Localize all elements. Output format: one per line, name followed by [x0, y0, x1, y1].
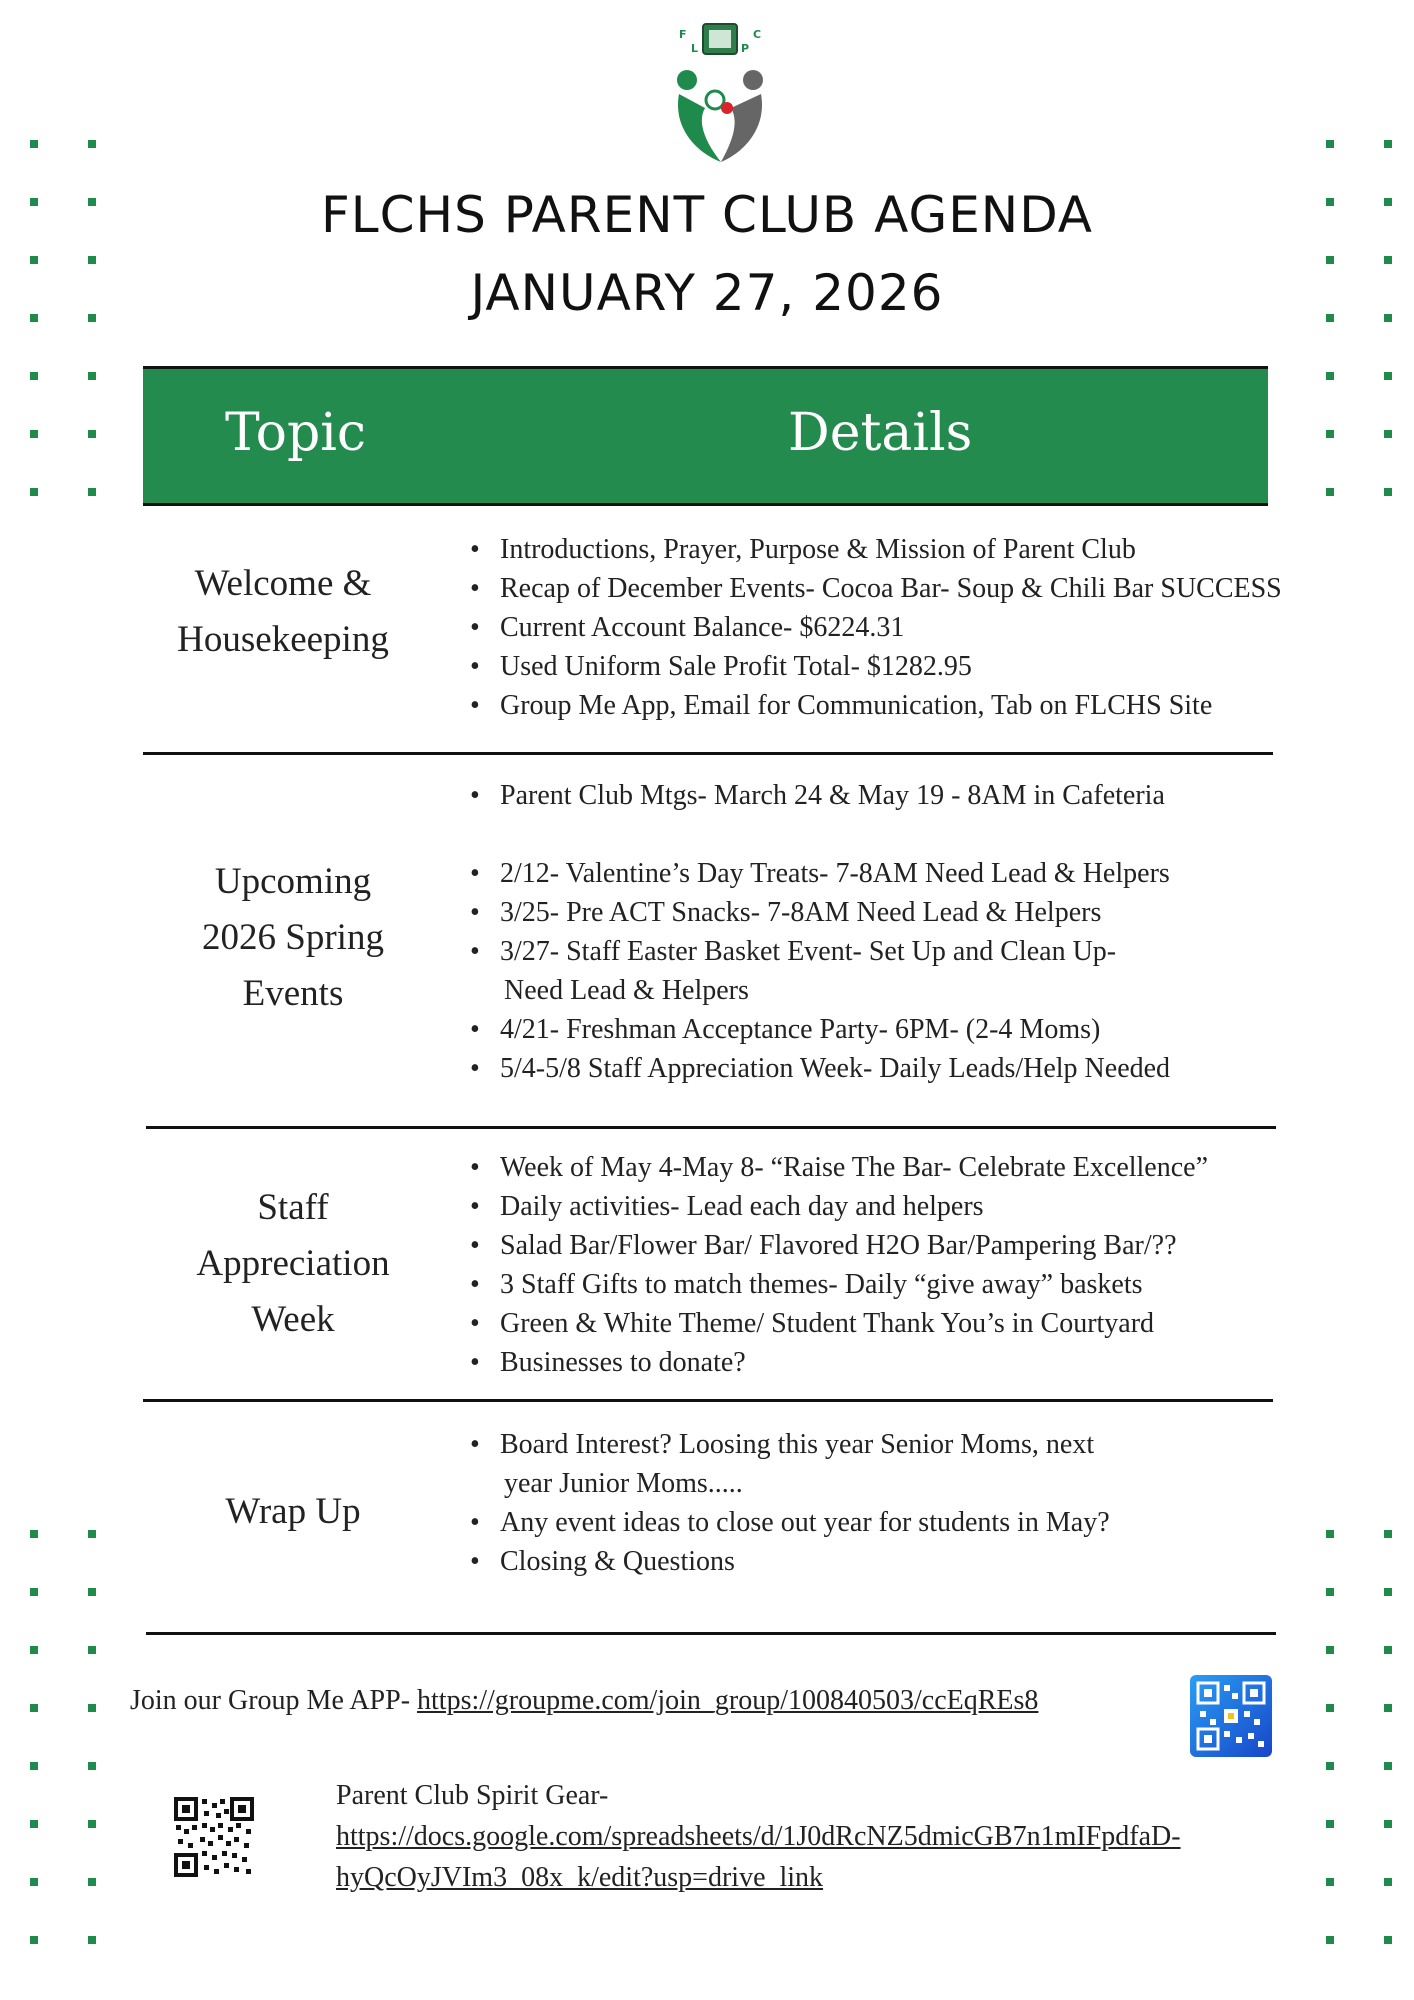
- list-item: • Current Account Balance- $6224.31: [470, 608, 1282, 647]
- logo-letter-l: L: [691, 42, 699, 55]
- details-upcoming-events: [470, 776, 1170, 1088]
- topic-welcome: [143, 556, 423, 668]
- groupme-qr-code[interactable]: [1190, 1675, 1272, 1757]
- spirit-gear-label: Parent Club Spirit Gear-: [336, 1780, 609, 1811]
- list-item: • 5/4-5/8 Staff Appreciation Week- Daily Leads/Help Needed: [470, 1049, 1170, 1088]
- details-welcome: [470, 530, 1282, 725]
- list-item: • Salad Bar/Flower Bar/ Flavored H2O Bar/Pampering Bar/??: [470, 1226, 1208, 1265]
- list-item: • Introductions, Prayer, Purpose & Mission of Parent Club: [470, 530, 1282, 569]
- topic-staff-appreciation: [143, 1180, 443, 1348]
- parent-club-logo: [665, 22, 775, 167]
- list-spacer: [470, 815, 1170, 854]
- topic-line: Welcome &: [194, 563, 372, 604]
- logo-letter-c: C: [753, 28, 762, 41]
- list-item: • Board Interest? Loosing this year Senior Moms, next: [470, 1425, 1110, 1464]
- spirit-gear-block: [336, 1775, 1181, 1898]
- row-divider: [143, 1399, 1273, 1402]
- topic-upcoming-events: [143, 854, 443, 1022]
- topic-line: Wrap Up: [225, 1491, 361, 1532]
- list-item: • Businesses to donate?: [470, 1343, 1208, 1382]
- list-item: • Daily activities- Lead each day and helpers: [470, 1187, 1208, 1226]
- list-item: • Recap of December Events- Cocoa Bar- Soup & Chili Bar SUCCESS: [470, 569, 1282, 608]
- list-item: • 3/25- Pre ACT Snacks- 7-8AM Need Lead & Helpers: [470, 893, 1170, 932]
- groupme-label: Join our Group Me APP-: [130, 1685, 411, 1716]
- topic-line: Appreciation: [196, 1243, 390, 1284]
- row-divider: [146, 1632, 1276, 1635]
- row-divider: [143, 752, 1273, 755]
- column-header-details: Details: [788, 403, 973, 463]
- details-wrap-up: [470, 1425, 1110, 1581]
- list-item: • 4/21- Freshman Acceptance Party- 6PM- (2-4 Moms): [470, 1010, 1170, 1049]
- list-item: • Used Uniform Sale Profit Total- $1282.95: [470, 647, 1282, 686]
- topic-wrap-up: [143, 1484, 443, 1540]
- row-divider: [146, 1126, 1276, 1129]
- list-item-continuation: year Junior Moms.....: [504, 1468, 743, 1499]
- list-item: • 3 Staff Gifts to match themes- Daily “give away” baskets: [470, 1265, 1208, 1304]
- spirit-gear-link-line1[interactable]: https://docs.google.com/spreadsheets/d/1J0dRcNZ5dmicGB7n1mIFpdfaD-: [336, 1821, 1181, 1852]
- list-item: • Green & White Theme/ Student Thank You’s in Courtyard: [470, 1304, 1208, 1343]
- topic-line: Week: [251, 1299, 335, 1340]
- details-staff-appreciation: [470, 1148, 1208, 1382]
- list-item: • Group Me App, Email for Communication, Tab on FLCHS Site: [470, 686, 1282, 725]
- list-item: • 3/27- Staff Easter Basket Event- Set Up and Clean Up-: [470, 932, 1170, 971]
- spirit-gear-qr-code[interactable]: [174, 1797, 254, 1877]
- groupme-link[interactable]: https://groupme.com/join_group/100840503/ccEqREs8: [417, 1685, 1039, 1716]
- spirit-gear-link-line2[interactable]: hyQcOyJVIm3_08x_k/edit?usp=drive_link: [336, 1862, 824, 1893]
- table-header: [143, 366, 1268, 506]
- list-item: • Week of May 4-May 8- “Raise The Bar- Celebrate Excellence”: [470, 1148, 1208, 1187]
- decorative-dots-bottom-left: [30, 1530, 96, 1944]
- decorative-dots-bottom-right: [1326, 1530, 1392, 1944]
- topic-line: Events: [242, 973, 344, 1014]
- list-item: • 2/12- Valentine’s Day Treats- 7-8AM Need Lead & Helpers: [470, 854, 1170, 893]
- list-item: • Any event ideas to close out year for students in May?: [470, 1503, 1110, 1542]
- list-item: • Closing & Questions: [470, 1542, 1110, 1581]
- groupme-line: [130, 1681, 1038, 1721]
- logo-letter-p: P: [741, 42, 750, 55]
- column-header-topic: Topic: [225, 403, 366, 463]
- topic-line: Upcoming: [214, 861, 372, 902]
- topic-line: 2026 Spring: [202, 917, 384, 958]
- agenda-title: FLCHS PARENT CLUB AGENDA: [320, 186, 1094, 244]
- topic-line: Staff: [257, 1187, 329, 1228]
- list-item: • Parent Club Mtgs- March 24 & May 19 - 8AM in Cafeteria: [470, 776, 1170, 815]
- agenda-date: JANUARY 27, 2026: [470, 264, 944, 322]
- logo-letter-f: F: [679, 28, 687, 41]
- list-item-continuation: Need Lead & Helpers: [504, 975, 749, 1006]
- topic-line: Housekeeping: [177, 619, 389, 660]
